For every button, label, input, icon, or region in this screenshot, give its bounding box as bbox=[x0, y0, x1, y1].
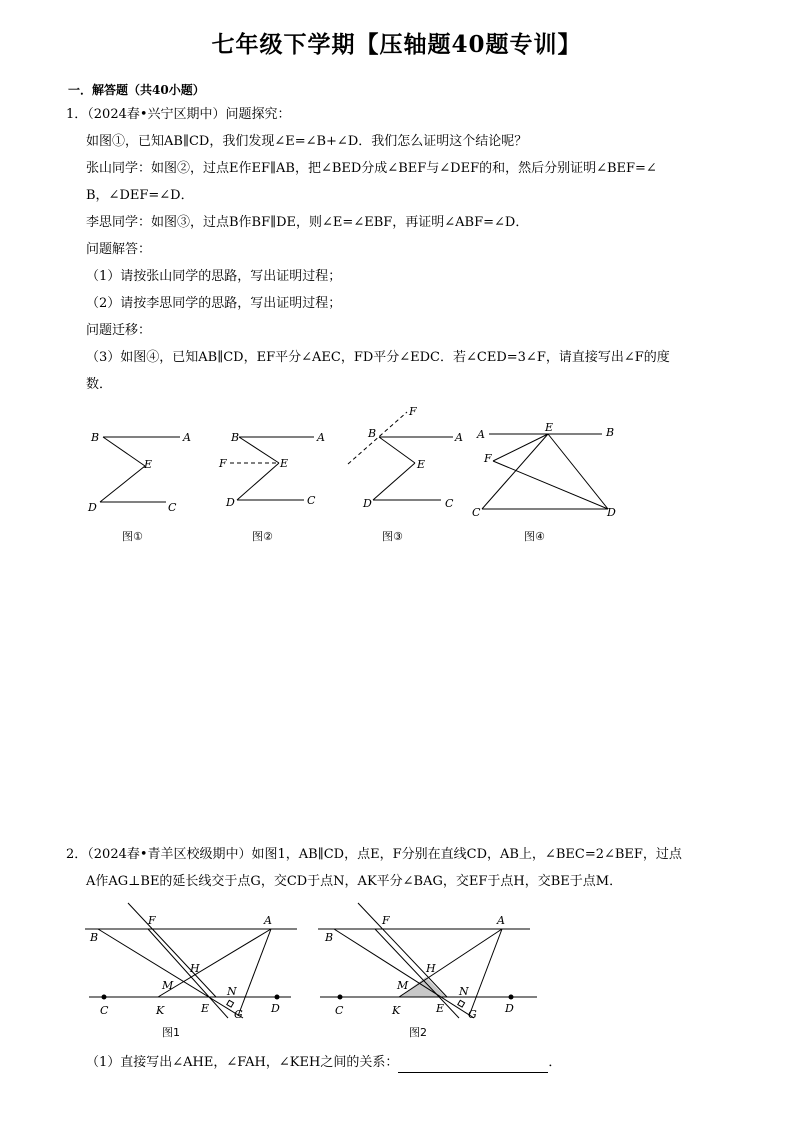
q2-fig2-label-A: A bbox=[497, 914, 505, 927]
q2-fig2-label-H: H bbox=[426, 962, 436, 975]
fig2-label-D: D bbox=[226, 496, 235, 509]
fig4-label-B: B bbox=[606, 426, 615, 439]
fig3-label-D: D bbox=[363, 497, 372, 510]
fig2-label-A: A bbox=[317, 431, 325, 444]
q1-line-4: 李思同学：如图③，过点B作BF∥DE，则∠E=∠EBF，再证明∠ABF=∠D． bbox=[86, 215, 529, 230]
fig3-label-C: C bbox=[445, 497, 454, 510]
fig1-label-C: C bbox=[168, 501, 177, 514]
q2-fig2-caption: 图2 bbox=[409, 1026, 427, 1039]
q2-sub-question-1-text: （1）直接写出∠AHE，∠FAH，∠KEH之间的关系： bbox=[86, 1055, 399, 1070]
q2-fig1-label-B: B bbox=[90, 931, 99, 944]
fig2-caption: 图② bbox=[252, 530, 273, 543]
q2-fig2-point-C bbox=[338, 995, 343, 1000]
fig2-label-C: C bbox=[307, 494, 316, 507]
q2-fig2-label-M: M bbox=[397, 979, 409, 992]
q2-line-1: 2．（2024春•青羊区校级期中）如图1，AB∥CD，点E，F分别在直线CD，AB上，∠BEC=2∠BEF，过点 bbox=[66, 847, 682, 862]
fig1-label-D: D bbox=[88, 501, 97, 514]
fig2-label-B: B bbox=[231, 431, 240, 444]
q2-sub-question-1 bbox=[86, 1053, 561, 1073]
fig3-caption: 图③ bbox=[382, 530, 403, 543]
q2-fig2-label-K: K bbox=[392, 1004, 401, 1017]
q2-fig2-point-D bbox=[509, 995, 514, 1000]
q1-line-1: 如图①，已知AB∥CD，我们发现∠E=∠B+∠D．我们怎么证明这个结论呢？ bbox=[86, 134, 528, 149]
q2-line-2: A作AG⊥BE的延长线交于点G，交CD于点N，AK平分∠BAG，交EF于点H，交BE于点M． bbox=[86, 874, 623, 889]
fig2-label-F: F bbox=[219, 457, 227, 470]
q1-line-7: （2）请按李思同学的思路，写出证明过程； bbox=[86, 296, 342, 311]
q2-fig2-label-N: N bbox=[459, 985, 469, 998]
period: ． bbox=[548, 1055, 562, 1070]
fig1-caption: 图① bbox=[122, 530, 143, 543]
fig4-label-C: C bbox=[472, 506, 481, 519]
q2-fig1-label-C: C bbox=[100, 1004, 109, 1017]
q2-fig1-label-K: K bbox=[156, 1004, 165, 1017]
q2-fig1-point-C bbox=[102, 995, 107, 1000]
fig2-label-E: E bbox=[280, 457, 289, 470]
section-heading: 一．解答题（共40小题） bbox=[68, 83, 205, 97]
page-title: 七年级下学期【压轴题40题专训】 bbox=[211, 31, 582, 58]
fig4-label-D: D bbox=[607, 506, 616, 519]
q1-header: 1．（2024春•兴宁区期中）问题探究： bbox=[66, 107, 291, 122]
q1-line-2: 张山同学：如图②，过点E作EF∥AB，把∠BED分成∠BEF与∠DEF的和，然后分别证明∠BEF=∠ bbox=[86, 161, 657, 176]
q2-fig1-label-F: F bbox=[148, 914, 156, 927]
q2-fig2-label-G: G bbox=[468, 1008, 477, 1021]
q1-line-6: （1）请按张山同学的思路，写出证明过程； bbox=[86, 269, 342, 284]
answer-blank[interactable] bbox=[398, 1059, 548, 1073]
q2-fig2-label-C: C bbox=[335, 1004, 344, 1017]
q1-line-8: 问题迁移： bbox=[86, 323, 152, 338]
q2-fig2-label-D: D bbox=[505, 1002, 514, 1015]
q2-fig1-label-G: G bbox=[234, 1008, 243, 1021]
fig1-label-B: B bbox=[91, 431, 100, 444]
fig4-label-A: A bbox=[477, 428, 485, 441]
q2-fig1-label-D: D bbox=[271, 1002, 280, 1015]
q2-fig2-label-F: F bbox=[382, 914, 390, 927]
q2-fig2-label-B: B bbox=[325, 931, 334, 944]
q2-fig1-label-N: N bbox=[227, 985, 237, 998]
fig3-label-B: B bbox=[368, 427, 377, 440]
q2-fig1-caption: 图1 bbox=[162, 1026, 180, 1039]
q2-fig2-label-E: E bbox=[436, 1002, 445, 1015]
fig4-label-E: E bbox=[545, 421, 554, 434]
q1-line-3: B，∠DEF=∠D． bbox=[86, 188, 194, 203]
q1-line-5: 问题解答： bbox=[86, 242, 152, 257]
q1-line-10: 数． bbox=[86, 377, 113, 392]
q2-fig1-point-D bbox=[275, 995, 280, 1000]
q2-fig1-label-E: E bbox=[201, 1002, 210, 1015]
q2-fig1-label-M: M bbox=[162, 979, 174, 992]
fig3-label-E: E bbox=[417, 458, 426, 471]
fig4-caption: 图④ bbox=[524, 530, 545, 543]
fig1-label-E: E bbox=[144, 458, 153, 471]
fig1-label-A: A bbox=[183, 431, 191, 444]
fig3-label-A: A bbox=[455, 431, 463, 444]
fig3-label-F: F bbox=[409, 405, 417, 418]
q2-fig1-label-H: H bbox=[190, 962, 200, 975]
q1-line-9: （3）如图④，已知AB∥CD，EF平分∠AEC，FD平分∠EDC．若∠CED=3∠F，请直接写出∠F的度 bbox=[86, 350, 670, 365]
fig4-label-F: F bbox=[484, 452, 492, 465]
q2-fig1-label-A: A bbox=[264, 914, 272, 927]
